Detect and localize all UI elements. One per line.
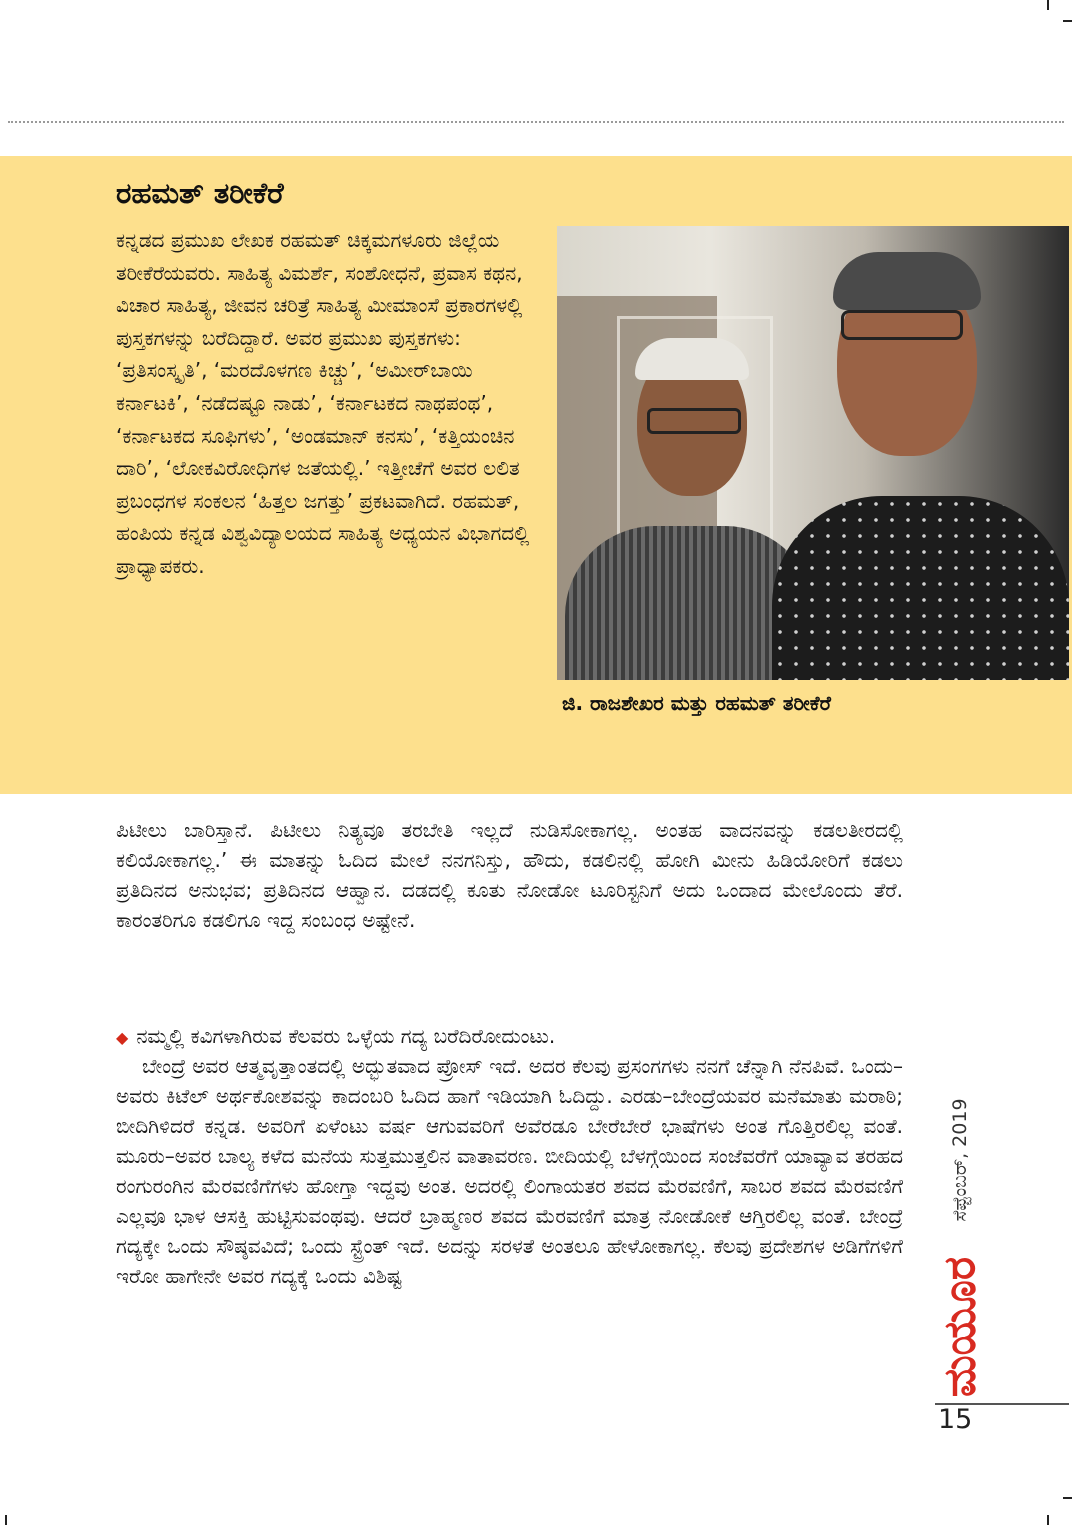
diamond-bullet-icon: ◆ bbox=[116, 1028, 129, 1047]
crop-mark-right-edge bbox=[1063, 1497, 1072, 1499]
body-paragraph-1: ಪಿಟೀಲು ಬಾರಿಸ್ತಾನೆ. ಪಿಟೀಲು ನಿತ್ಯವೂ ತರಬೇತಿ ಇಲ್ಲದೆ ನುಡಿಸೋಕಾಗಲ್ಲ. ಅಂತಹ ವಾದನವನ್ನು ಕಡಲತೀರದಲ್ಲಿ ಕಲಿಯೋಕಾಗಲ್ಲ.’ ಈ ಮಾತನ್ನು ಓದಿದ ಮೇಲೆ ನನಗನಿಸ್ತು, ಹೌದು, ಕಡಲಿನಲ್ಲಿ ಹೋಗಿ ಮೀನು ಹಿಡಿಯೋರಿಗೆ ಕಡಲು ಪ್ರತಿದಿನದ ಅನುಭವ; ಪ್ರತಿದಿನದ ಆಹ್ವಾನ. ದಡದಲ್ಲಿ ಕೂತು ನೋಡೋ ಟೂರಿಸ್ಟನಿಗೆ ಅದು ಒಂದಾದ ಮೇಲೊಂದು ತೆರೆ. ಕಾರಂತರಿಗೂ ಕಡಲಿಗೂ ಇದ್ದ ಸಂಬಂಧ ಅಷ್ಟೇನೆ. bbox=[116, 818, 903, 932]
question-text: ನಮ್ಮಲ್ಲಿ ಕವಿಗಳಾಗಿರುವ ಕೆಲವರು ಒಳ್ಳೆಯ ಗದ್ಯ ಬರೆದಿರೋದುಂಟು. bbox=[136, 1024, 556, 1048]
crop-mark-bottom-left bbox=[5, 1515, 7, 1525]
crop-mark-top-edge bbox=[1063, 20, 1072, 22]
author-name-heading: ರಹಮತ್ ತರೀಕೆರೆ bbox=[116, 176, 284, 210]
photo-person-left-hair bbox=[635, 338, 749, 380]
magazine-logo: ಮಯೂರ bbox=[934, 1256, 986, 1398]
photo-person-right-glasses bbox=[841, 310, 963, 340]
interview-question bbox=[116, 1021, 555, 1053]
issue-date: ಸೆಪ್ಟೆಂಬರ್, 2019 bbox=[949, 1098, 971, 1222]
author-bio: ಕನ್ನಡದ ಪ್ರಮುಖ ಲೇಖಕ ರಹಮತ್ ಚಿಕ್ಕಮಗಳೂರು ಜಿಲ್ಲೆಯ ತರೀಕೆರೆಯವರು. ಸಾಹಿತ್ಯ ವಿಮರ್ಶೆ, ಸಂಶೋಧನೆ, ಪ್ರವಾಸ ಕಥನ, ವಿಚಾರ ಸಾಹಿತ್ಯ, ಜೀವನ ಚರಿತ್ರೆ ಸಾಹಿತ್ಯ ಮೀಮಾಂಸೆ ಪ್ರಕಾರಗಳಲ್ಲಿ ಪುಸ್ತಕಗಳನ್ನು ಬರೆದಿದ್ದಾರೆ. ಅವರ ಪ್ರಮುಖ ಪುಸ್ತಕಗಳು: ‘ಪ್ರತಿಸಂಸ್ಕೃತಿ’, ‘ಮರದೊಳಗಣ ಕಿಚ್ಚು’, ‘ಅಮೀರ್‌ಬಾಯಿ ಕರ್ನಾಟಕಿ’, ‘ನಡೆದಷ್ಟೂ ನಾಡು’, ‘ಕರ್ನಾಟಕದ ನಾಥಪಂಥ’, ‘ಕರ್ನಾಟಕದ ಸೂಫಿಗಳು’, ‘ಅಂಡಮಾನ್ ಕನಸು’, ‘ಕತ್ತಿಯಂಚಿನ ದಾರಿ’, ‘ಲೋಕವಿರೋಧಿಗಳ ಜತೆಯಲ್ಲಿ.’ ಇತ್ತೀಚೆಗೆ ಅವರ ಲಲಿತ ಪ್ರಬಂಧಗಳ ಸಂಕಲನ ‘ಹಿತ್ತಲ ಜಗತ್ತು’ ಪ್ರಕಟವಾಗಿದೆ. ರಹಮತ್, ಹಂಪಿಯ ಕನ್ನಡ ವಿಶ್ವವಿದ್ಯಾಲಯದ ಸಾಹಿತ್ಯ ಅಧ್ಯಯನ ವಿಭಾಗದಲ್ಲಿ ಪ್ರಾಧ್ಯಾಪಕರು. bbox=[116, 228, 530, 578]
crop-mark-top-right bbox=[1047, 0, 1049, 10]
dotted-divider bbox=[8, 121, 1064, 123]
photo-caption: ಜಿ. ರಾಜಶೇಖರ ಮತ್ತು ರಹಮತ್ ತರೀಕೆರೆ bbox=[562, 691, 831, 715]
crop-mark-bottom-right bbox=[1047, 1515, 1049, 1525]
photo-person-right-shirt bbox=[772, 496, 1069, 680]
photo-person-right-hair bbox=[833, 252, 981, 310]
author-photo bbox=[557, 226, 1069, 680]
photo-person-left-glasses bbox=[647, 408, 741, 434]
body-paragraph-2: ಬೇಂದ್ರೆ ಅವರ ಆತ್ಮವೃತ್ತಾಂತದಲ್ಲಿ ಅದ್ಭುತವಾದ ಪ್ರೋಸ್ ಇದೆ. ಅದರ ಕೆಲವು ಪ್ರಸಂಗಗಳು ನನಗೆ ಚೆನ್ನಾಗಿ ನೆನಪಿವೆ. ಒಂದು–ಅವರು ಕಿಟೆಲ್ ಅರ್ಥಕೋಶವನ್ನು ಕಾದಂಬರಿ ಓದಿದ ಹಾಗೆ ಇಡಿಯಾಗಿ ಓದಿದ್ದು. ಎರಡು–ಬೇಂದ್ರೆಯವರ ಮನೆಮಾತು ಮರಾಠಿ; ಬೀದಿಗಿಳಿದರೆ ಕನ್ನಡ. ಅವರಿಗೆ ಏಳೆಂಟು ವರ್ಷ ಆಗುವವರಿಗೆ ಅವೆರಡೂ ಬೇರೆಬೇರೆ ಭಾಷೆಗಳು ಅಂತ ಗೊತ್ತಿರಲಿಲ್ಲ ವಂತೆ. ಮೂರು–ಅವರ ಬಾಲ್ಯ ಕಳೆದ ಮನೆಯ ಸುತ್ತಮುತ್ತಲಿನ ವಾತಾವರಣ. ಬೀದಿಯಲ್ಲಿ ಬೆಳಗ್ಗೆಯಿಂದ ಸಂಜೆವರೆಗೆ ಯಾವ್ಯಾವ ತರಹದ ರಂಗುರಂಗಿನ ಮೆರವಣಿಗೆಗಳು ಹೋಗ್ತಾ ಇದ್ದವು ಅಂತ. ಅದರಲ್ಲಿ ಲಿಂಗಾಯತರ ಶವದ ಮೆರವಣಿಗೆ, ಸಾಬರ ಶವದ ಮೆರವಣಿಗೆ ಎಲ್ಲವೂ ಭಾಳ ಆಸಕ್ತಿ ಹುಟ್ಟಿಸುವಂಥವು. ಆದರೆ ಬ್ರಾಹ್ಮಣರ ಶವದ ಮೆರವಣಿಗೆ ಮಾತ್ರ ನೋಡೋಕೆ ಆಗ್ತಿರಲಿಲ್ಲ ವಂತೆ. ಬೇಂದ್ರೆ ಗದ್ಯಕ್ಕೇ ಒಂದು ಸೌಷ್ಠವವಿದೆ; ಒಂದು ಸ್ಟ್ರೆಂತ್ ಇದೆ. ಅದನ್ನು ಸರಳತೆ ಅಂತಲೂ ಹೇಳೋಕಾಗಲ್ಲ. ಕೆಲವು ಪ್ರದೇಶಗಳ ಅಡಿಗೆಗಳಿಗೆ ಇರೋ ಹಾಗೇನೇ ಅವರ ಗದ್ಯಕ್ಕೆ ಒಂದು ವಿಶಿಷ್ಟ bbox=[116, 1054, 903, 1288]
page-number: 15 bbox=[938, 1404, 973, 1435]
